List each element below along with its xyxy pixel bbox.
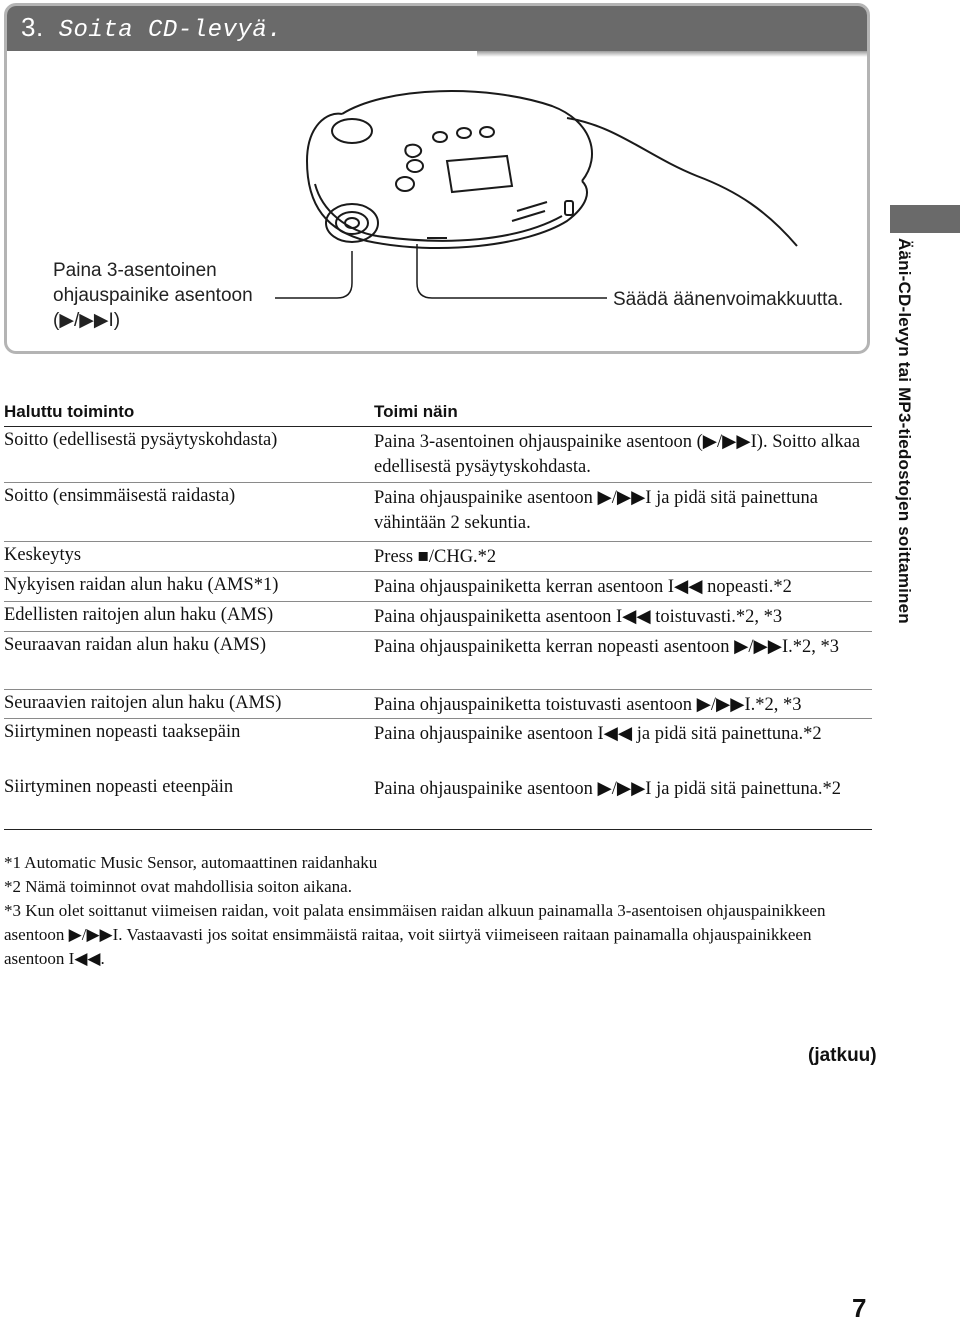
side-tab-marker — [890, 205, 960, 233]
footnote-2: *2 Nämä toiminnot ovat mahdollisia soiton aikana. — [4, 877, 352, 896]
row-action: Seuraavan raidan alun haku (AMS) — [4, 635, 266, 655]
callout-left-line-2: ohjauspainike asentoon — [53, 285, 253, 306]
row-do: Paina ohjauspainike asentoon ▶/▶▶I ja pidä sitä painettuna vähintään 2 sekuntia. — [374, 488, 818, 533]
row-do: Paina ohjauspainike asentoon ▶/▶▶I ja pidä sitä painettuna.*2 — [374, 779, 842, 799]
footnotes — [4, 851, 884, 971]
continued-label: (jatkuu) — [808, 1045, 877, 1066]
row-do: Paina ohjauspainiketta kerran asentoon I◀◀ nopeasti.*2 — [374, 577, 792, 597]
footnote-3: *3 Kun olet soittanut viimeisen raidan, voit palata ensimmäisen raidan alkuun painamalla 3-asentoisen ohjauspainikkeen asentoon ▶/▶▶I. Vastaavasti jos soitat ensimmäistä raitaa, voit siirtyä viimeiseen raitaan painamalla ohjauspainikkeen asentoon I◀◀. — [4, 901, 826, 968]
header-do: Toimi näin — [374, 402, 458, 421]
table-row — [4, 690, 872, 719]
row-action: Siirtyminen nopeasti eteenpäin — [4, 777, 234, 797]
table-row — [4, 542, 872, 572]
row-action: Siirtyminen nopeasti taaksepäin — [4, 722, 241, 742]
row-do: Paina 3-asentoinen ohjauspainike asentoon (▶/▶▶I). Soitto alkaa edellisestä pysäytyskohdasta. — [374, 432, 861, 477]
callout-jog-button — [53, 258, 293, 333]
table-row — [4, 602, 872, 632]
row-do: Press ■/CHG.*2 — [374, 547, 497, 567]
step-title: 3. Soita CD-levyä. — [21, 12, 283, 44]
step-panel — [4, 3, 870, 354]
side-section-title: Ääni-CD-levyn tai MP3-tiedostojen soittaminen — [895, 238, 914, 624]
page-number: 7 — [852, 1293, 867, 1323]
row-action: Keskeytys — [4, 545, 82, 565]
table-header — [4, 402, 872, 427]
table-row — [4, 572, 872, 602]
footnote-1: *1 Automatic Music Sensor, automaattinen raidanhaku — [4, 853, 378, 872]
callout-left-line-3: (▶/▶▶I) — [53, 310, 121, 331]
header-action: Haluttu toiminto — [4, 402, 135, 421]
row-do: Paina ohjauspainike asentoon I◀◀ ja pidä sitä painettuna.*2 — [374, 724, 822, 744]
row-action: Soitto (edellisestä pysäytyskohdasta) — [4, 430, 278, 450]
table-row — [4, 427, 872, 483]
row-do: Paina ohjauspainiketta kerran nopeasti asentoon ▶/▶▶I.*2, *3 — [374, 637, 839, 657]
table-row — [4, 632, 872, 690]
row-do: Paina ohjauspainiketta toistuvasti asentoon ▶/▶▶I.*2, *3 — [374, 695, 802, 715]
table-row — [4, 483, 872, 542]
row-action: Edellisten raitojen alun haku (AMS) — [4, 605, 274, 625]
callout-volume: Säädä äänenvoimakkuutta. — [613, 289, 844, 310]
callout-left-line-1: Paina 3-asentoinen — [53, 260, 217, 281]
row-action: Seuraavien raitojen alun haku (AMS) — [4, 693, 282, 713]
table-row — [4, 719, 872, 774]
functions-table — [4, 402, 872, 830]
table-row — [4, 774, 872, 830]
row-action: Nykyisen raidan alun haku (AMS*1) — [4, 575, 279, 595]
row-action: Soitto (ensimmäisestä raidasta) — [4, 486, 236, 506]
row-do: Paina ohjauspainiketta asentoon I◀◀ toistuvasti.*2, *3 — [374, 607, 783, 627]
